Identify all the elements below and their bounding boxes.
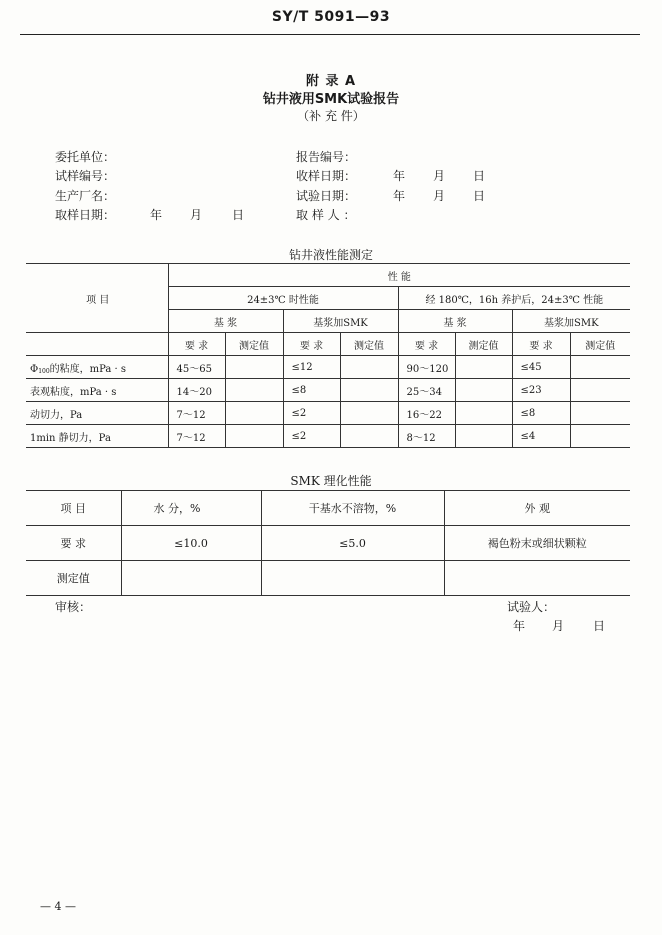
month-label: 月 bbox=[552, 619, 565, 633]
base-mud-header: 基 浆 bbox=[168, 310, 283, 333]
test-date-label: 试验日期： bbox=[296, 189, 357, 203]
row-label-phi100-viscosity: Φ100的粘度，mPa · s bbox=[26, 356, 168, 379]
requirement-header: 要 求 bbox=[512, 333, 570, 356]
base-smk-header: 基浆加SMK bbox=[283, 310, 398, 333]
item-header: 项 目 bbox=[26, 264, 168, 333]
table-row bbox=[26, 425, 630, 448]
supplement-note: （补 充 件） bbox=[297, 109, 365, 123]
requirement-value: ≤4 bbox=[512, 425, 570, 448]
measured-header: 测定值 bbox=[225, 333, 283, 356]
measured-value[interactable] bbox=[225, 356, 283, 379]
requirement-value: 7～12 bbox=[168, 402, 225, 425]
requirement-row-label: 要 求 bbox=[26, 526, 121, 561]
appendix-label: 附 录 A bbox=[305, 74, 357, 89]
month-label: 月 bbox=[190, 208, 203, 222]
requirement-value: 25～34 bbox=[398, 379, 455, 402]
row-label: 1min 静切力，Pa bbox=[26, 425, 168, 448]
requirement-value: 45～65 bbox=[168, 356, 225, 379]
requirement-header: 要 求 bbox=[283, 333, 340, 356]
year-label: 年 bbox=[513, 619, 526, 633]
measured-row-label: 测定值 bbox=[26, 561, 121, 596]
water-requirement: ≤10.0 bbox=[121, 526, 261, 561]
requirement-value: 90～120 bbox=[398, 356, 455, 379]
sampler-label: 取 样 人 ： bbox=[296, 208, 356, 222]
table2-title: SMK 理化性能 bbox=[290, 474, 372, 488]
page-number: — 4 — bbox=[40, 900, 76, 913]
requirement-value: ≤2 bbox=[283, 425, 340, 448]
day-label: 日 bbox=[232, 208, 245, 222]
measured-value[interactable] bbox=[225, 425, 283, 448]
appearance-measured[interactable] bbox=[444, 561, 630, 596]
table1-title: 钻井液性能测定 bbox=[288, 248, 373, 262]
measured-value[interactable] bbox=[570, 425, 630, 448]
requirement-value: ≤8 bbox=[512, 402, 570, 425]
measured-value[interactable] bbox=[455, 425, 512, 448]
drilling-fluid-performance-table bbox=[26, 263, 630, 448]
year-label: 年 bbox=[393, 169, 406, 183]
requirement-value: ≤12 bbox=[283, 356, 340, 379]
day-label: 日 bbox=[473, 169, 486, 183]
day-label: 日 bbox=[593, 619, 606, 633]
standard-number: SY/T 5091—93 bbox=[271, 9, 391, 25]
header-rule bbox=[20, 34, 640, 35]
requirement-value: ≤23 bbox=[512, 379, 570, 402]
measured-value[interactable] bbox=[340, 425, 398, 448]
empty-cell bbox=[26, 333, 168, 356]
month-label: 月 bbox=[433, 169, 446, 183]
tester-label: 试验人： bbox=[507, 600, 556, 614]
day-label: 日 bbox=[473, 189, 486, 203]
measured-value[interactable] bbox=[225, 402, 283, 425]
water-header: 水 分，% bbox=[121, 491, 261, 526]
condition-aged: 经 180℃，16h 养护后，24±3℃ 性能 bbox=[398, 287, 630, 310]
requirement-value: 8～12 bbox=[398, 425, 455, 448]
measured-value[interactable] bbox=[225, 379, 283, 402]
requirement-value: ≤2 bbox=[283, 402, 340, 425]
sample-no-label: 试样编号： bbox=[55, 169, 116, 183]
measured-value[interactable] bbox=[340, 356, 398, 379]
measured-value[interactable] bbox=[455, 356, 512, 379]
measured-value[interactable] bbox=[570, 356, 630, 379]
reviewer-label: 审核： bbox=[55, 600, 92, 614]
requirement-value: 14～20 bbox=[168, 379, 225, 402]
requirement-header: 要 求 bbox=[398, 333, 455, 356]
measured-value[interactable] bbox=[340, 402, 398, 425]
client-label: 委托单位： bbox=[55, 150, 116, 164]
table-row bbox=[26, 356, 630, 379]
requirement-value: 16～22 bbox=[398, 402, 455, 425]
smk-physchem-table bbox=[26, 490, 630, 596]
appearance-header: 外 观 bbox=[444, 491, 630, 526]
year-label: 年 bbox=[150, 208, 163, 222]
requirement-value: 7～12 bbox=[168, 425, 225, 448]
performance-header: 性 能 bbox=[168, 264, 630, 287]
measured-header: 测定值 bbox=[340, 333, 398, 356]
requirement-value: ≤8 bbox=[283, 379, 340, 402]
year-label: 年 bbox=[393, 189, 406, 203]
requirement-value: ≤45 bbox=[512, 356, 570, 379]
receive-date-label: 收样日期： bbox=[296, 169, 357, 183]
row-label: 表观粘度，mPa · s bbox=[26, 379, 168, 402]
base-smk-header: 基浆加SMK bbox=[512, 310, 630, 333]
report-title: 钻井液用SMK试验报告 bbox=[262, 92, 400, 107]
measured-header: 测定值 bbox=[570, 333, 630, 356]
water-measured[interactable] bbox=[121, 561, 261, 596]
sampling-date-label: 取样日期： bbox=[55, 208, 116, 222]
table-row bbox=[26, 402, 630, 425]
measured-value[interactable] bbox=[455, 379, 512, 402]
row-label: 动切力，Pa bbox=[26, 402, 168, 425]
measured-value[interactable] bbox=[455, 402, 512, 425]
measured-value[interactable] bbox=[340, 379, 398, 402]
manufacturer-label: 生产厂名： bbox=[55, 189, 116, 203]
measured-header: 测定值 bbox=[455, 333, 512, 356]
report-no-label: 报告编号： bbox=[296, 150, 357, 164]
base-mud-header: 基 浆 bbox=[398, 310, 512, 333]
measured-value[interactable] bbox=[570, 402, 630, 425]
insoluble-header: 干基水不溶物，% bbox=[261, 491, 444, 526]
appearance-requirement: 褐色粉末或细状颗粒 bbox=[444, 526, 630, 561]
table-row bbox=[26, 379, 630, 402]
month-label: 月 bbox=[433, 189, 446, 203]
requirement-header: 要 求 bbox=[168, 333, 225, 356]
condition-room-temp: 24±3℃ 时性能 bbox=[168, 287, 398, 310]
insoluble-measured[interactable] bbox=[261, 561, 444, 596]
item-header: 项 目 bbox=[26, 491, 121, 526]
measured-value[interactable] bbox=[570, 379, 630, 402]
insoluble-requirement: ≤5.0 bbox=[261, 526, 444, 561]
